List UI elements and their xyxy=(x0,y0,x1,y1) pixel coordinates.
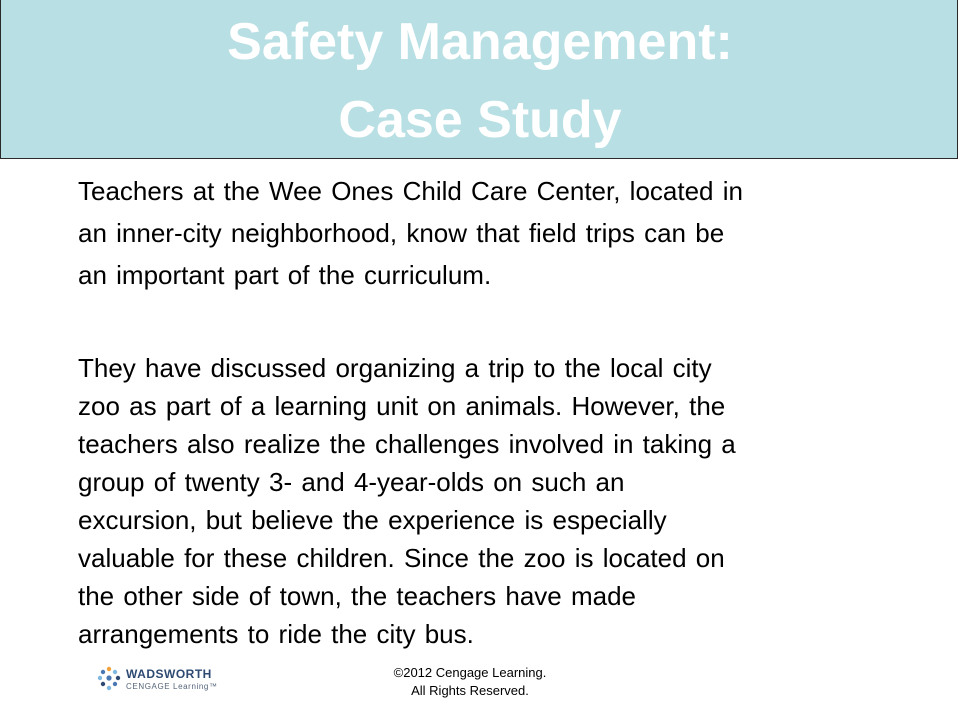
paragraph-line: an inner-city neighborhood, know that field trips can be xyxy=(78,218,725,248)
paragraph-line: Teachers at the Wee Ones Child Care Center, located in xyxy=(78,176,743,206)
logo-brand: WADSWORTH xyxy=(126,667,212,681)
slide-title-line-1: Safety Management: xyxy=(227,13,733,71)
wadsworth-cengage-logo xyxy=(96,664,236,694)
paragraph-line: group of twenty 3- and 4-year-olds on such an xyxy=(78,467,625,497)
paragraph-line: arrangements to ride the city bus. xyxy=(78,619,474,649)
paragraph-details xyxy=(78,349,928,653)
copyright-notice xyxy=(340,664,600,700)
paragraph-line: They have discussed organizing a trip to the local city xyxy=(78,353,712,383)
paragraph-line: an important part of the curriculum. xyxy=(78,260,492,290)
slide-title-line-2: Case Study xyxy=(338,91,622,149)
paragraph-line: teachers also realize the challenges involved in taking a xyxy=(78,429,736,459)
paragraph-intro xyxy=(78,170,928,296)
paragraph-line: the other side of town, the teachers have made xyxy=(78,581,637,611)
paragraph-line: excursion, but believe the experience is especially xyxy=(78,505,667,535)
copyright-line-1: ©2012 Cengage Learning. xyxy=(393,665,547,680)
paragraph-line: zoo as part of a learning unit on animals. However, the xyxy=(78,391,726,421)
paragraph-line: valuable for these children. Since the zoo is located on xyxy=(78,543,725,573)
logo-trademark: ™ xyxy=(208,682,218,691)
logo-subbrand xyxy=(126,682,218,691)
logo-subbrand-text: CENGAGE Learning xyxy=(126,682,209,691)
cengage-logo-icon xyxy=(96,666,122,692)
copyright-line-2: All Rights Reserved. xyxy=(411,683,529,698)
